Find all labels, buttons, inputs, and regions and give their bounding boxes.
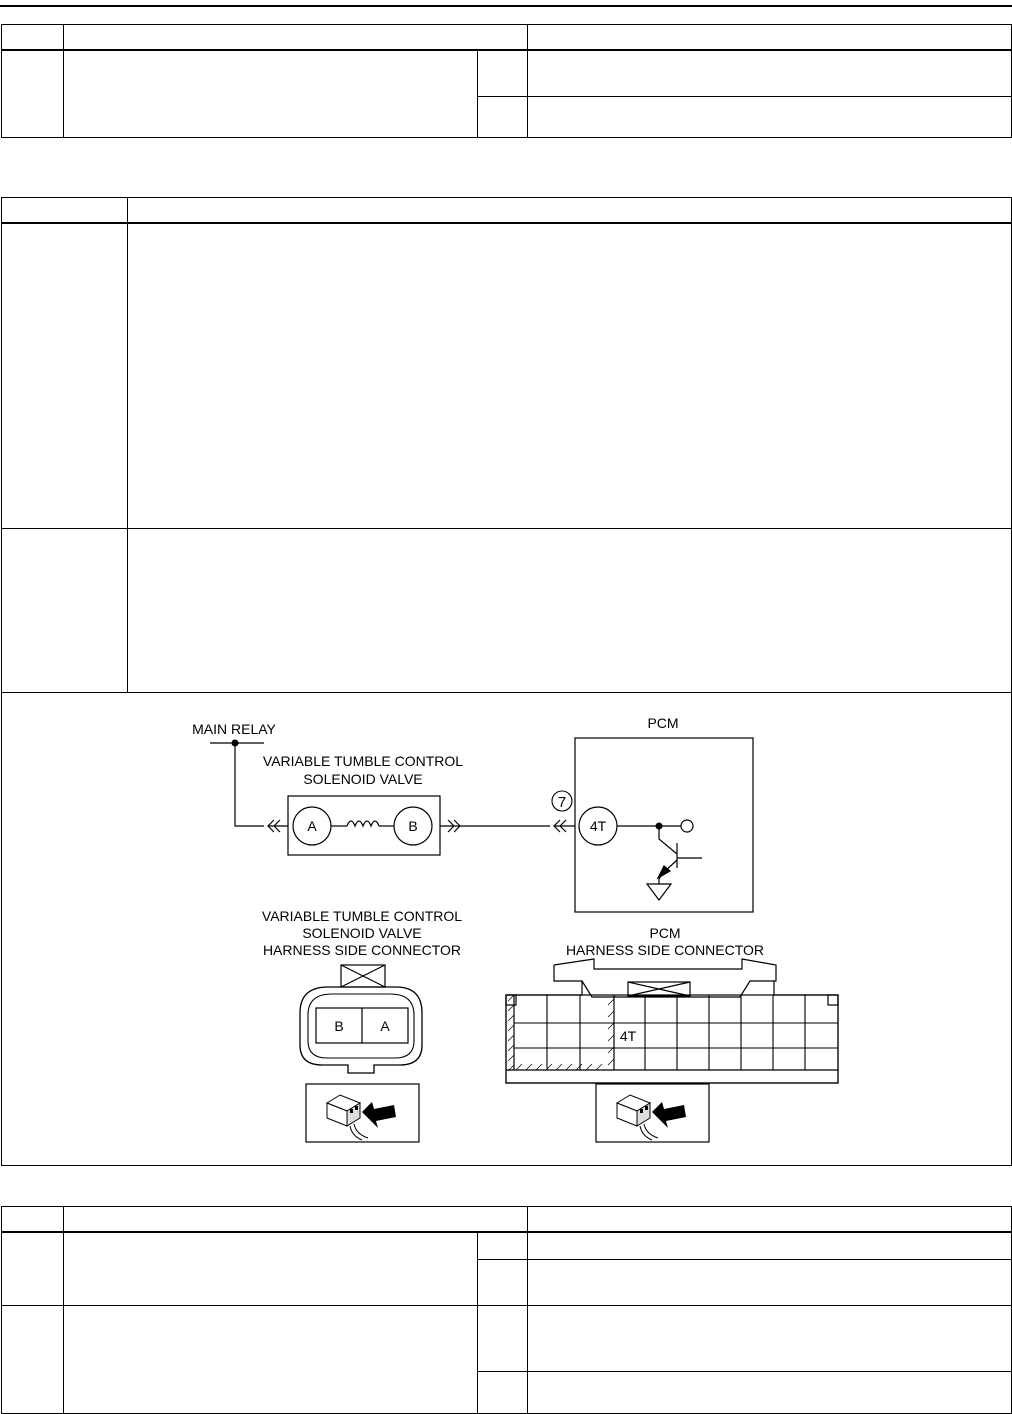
- col-result-header: [528, 25, 1012, 51]
- wire-relay-to-a: [235, 743, 264, 826]
- answer-cell: [478, 1371, 528, 1413]
- desc-text-cell: [128, 528, 1012, 692]
- pcm-conn-hatch: [508, 995, 614, 1071]
- conn-pin-b: B: [334, 1017, 344, 1034]
- answer-cell: [478, 96, 528, 137]
- connector-view-icon: [306, 1084, 419, 1142]
- answer-cell: [478, 50, 528, 96]
- desc-text-header: [128, 198, 1012, 224]
- col-result-header: [528, 1207, 1012, 1233]
- connector-view-icon: [596, 1084, 709, 1142]
- pcm-conn-label-2: HARNESS SIDE CONNECTOR: [565, 941, 765, 958]
- col-step-header: [2, 25, 64, 51]
- wiring-diagram: [2, 693, 1010, 1165]
- pcm-open-terminal: [681, 820, 693, 832]
- answer-cell: [478, 1259, 528, 1305]
- solenoid-conn-label-3: HARNESS SIDE CONNECTOR: [262, 941, 462, 958]
- main-relay-label: MAIN RELAY: [192, 720, 276, 737]
- pcm-harness-connector: [506, 959, 838, 1083]
- solenoid-harness-connector: [300, 965, 422, 1073]
- desc-label-cell: [2, 223, 128, 528]
- result-cell: [528, 96, 1012, 137]
- action-cell: [64, 50, 478, 137]
- answer-cell: [478, 1305, 528, 1371]
- pcm-conn-grid: [514, 995, 838, 1070]
- ground-icon: [647, 884, 671, 900]
- wiring-diagram-cell: [2, 692, 1012, 1165]
- result-cell: [528, 50, 1012, 96]
- solenoid-conn-label-2: SOLENOID VALVE: [302, 924, 422, 941]
- connector-chevron-icon: [554, 820, 575, 832]
- action-cell: [64, 1232, 478, 1305]
- pcm-conn-label-1: PCM: [649, 924, 681, 941]
- connector-chevron-icon: [268, 820, 288, 832]
- step-table-2: [1, 1206, 1012, 1414]
- step-cell: [2, 50, 64, 137]
- col-action-header: [64, 25, 528, 51]
- action-cell: [64, 1305, 478, 1413]
- step-table-1: [1, 24, 1012, 138]
- col-step-header: [2, 1207, 64, 1233]
- result-cell: [528, 1259, 1012, 1305]
- answer-cell: [478, 1232, 528, 1259]
- terminal-a-label: A: [307, 817, 317, 834]
- solenoid-label-1: VARIABLE TUMBLE CONTROL: [262, 752, 464, 769]
- result-cell: [528, 1232, 1012, 1259]
- pcm-title: PCM: [647, 714, 679, 731]
- description-table: [1, 197, 1012, 1166]
- coil-icon: [347, 821, 379, 826]
- desc-label-header: [2, 198, 128, 224]
- transistor-icon: [658, 826, 702, 884]
- desc-text-cell: [128, 223, 1012, 528]
- circuit-number: 7: [557, 793, 567, 811]
- col-action-header: [64, 1207, 528, 1233]
- pcm-terminal-label: 4T: [589, 817, 607, 834]
- pcm-conn-pin: 4T: [619, 1027, 637, 1044]
- terminal-b-label: B: [408, 817, 418, 834]
- desc-label-cell: [2, 528, 128, 692]
- solenoid-label-2: SOLENOID VALVE: [303, 770, 423, 787]
- result-cell: [528, 1305, 1012, 1371]
- solenoid-conn-label-1: VARIABLE TUMBLE CONTROL: [261, 907, 463, 924]
- result-cell: [528, 1371, 1012, 1413]
- top-rule: [0, 5, 1012, 7]
- step-cell: [2, 1305, 64, 1413]
- step-cell: [2, 1232, 64, 1305]
- conn-pin-a: A: [380, 1017, 390, 1034]
